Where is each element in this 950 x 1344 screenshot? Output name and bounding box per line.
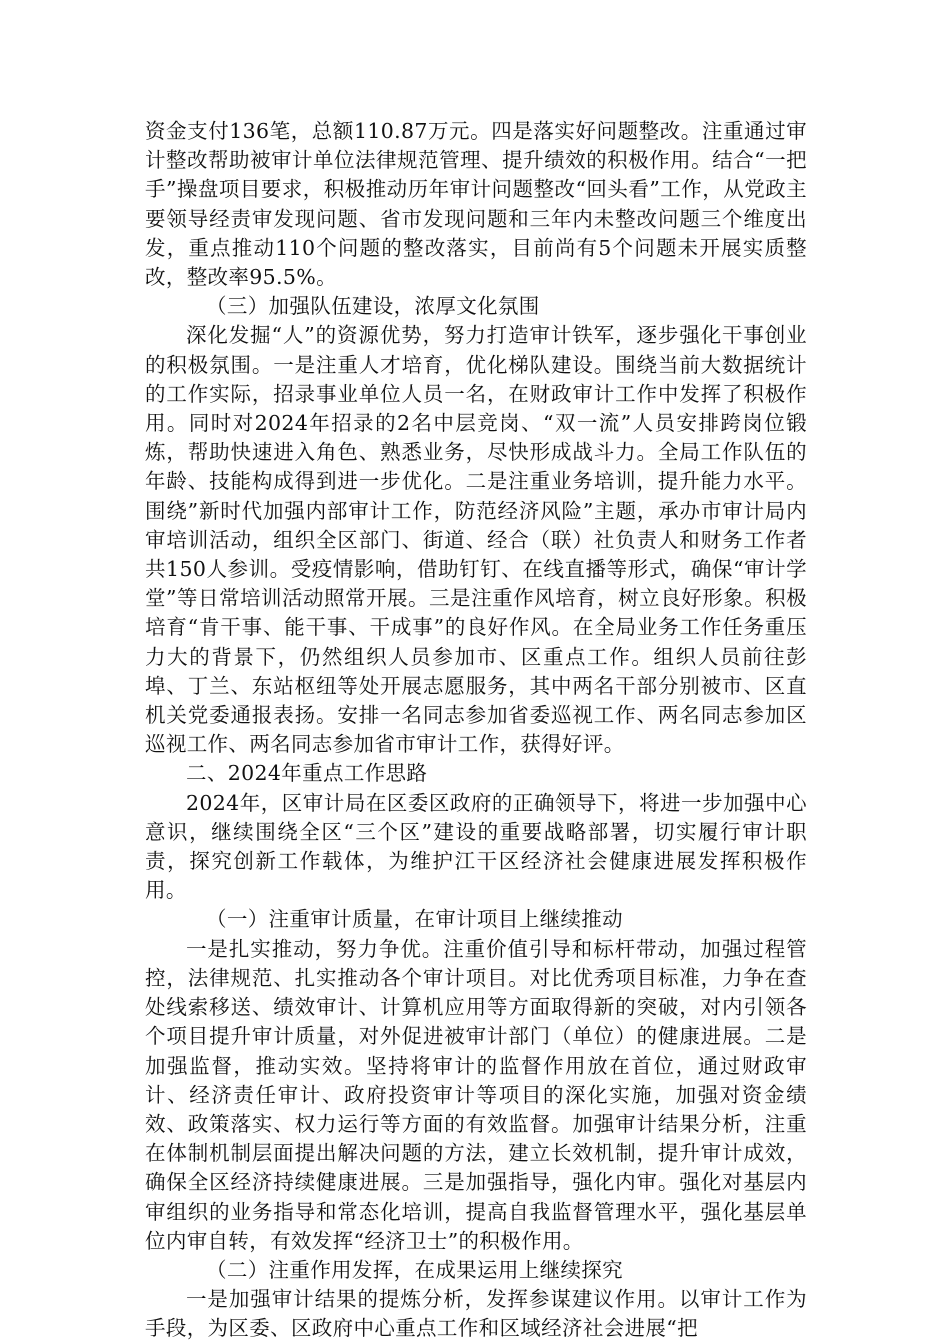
section-heading-2024-plan: 二、2024年重点工作思路 (186, 761, 428, 786)
section-heading-results-use: （二）注重作用发挥，在成果运用上继续探究 (206, 1257, 623, 1282)
section-heading-audit-quality: （一）注重审计质量，在审计项目上继续推动 (206, 907, 623, 932)
paragraph-audit-quality: 一是扎实推动，努力争优。注重价值引导和标杆带动，加强过程管控，法律规范、扎实推动各个审计项目。对比优秀项目标准，力争在查处线索移送、绩效审计、计算机应用等方面取得新的突破，对内引领各个项目提升审计质量，对外促进被审计部门（单位）的健康进展。二是加强监督，推动实效。坚持将审计的监督作用放在首位，通过财政审计、经济责任审计、政府投资审计等项目的深化实施，加强对资金绩效、政策落实、权力运行等方面的有效监督。加强审计结果分析，注重在体制机制层面提出解决问题的方法，建立长效机制，提升审计成效，确保全区经济持续健康进展。三是加强指导，强化内审。强化对基层内审组织的业务指导和常态化培训，提高自我监督管理水平，强化基层单位内审自转，有效发挥“经济卫士”的积极作用。 (145, 936, 807, 1253)
document-body (145, 117, 807, 1344)
section-heading-team-building: （三）加强队伍建设，浓厚文化氛围 (206, 294, 540, 319)
paragraph-results-use: 一是加强审计结果的提炼分析，发挥参谋建议作用。以审计工作为手段，为区委、区政府中心重点工作和区域经济社会进展“把 (145, 1287, 807, 1341)
paragraph-audit-rectification: 资金支付136笔，总额110.87万元。四是落实好问题整改。注重通过审计整改帮助被审计单位法律规范管理、提升绩效的积极作用。结合“一把手”操盘项目要求，积极推动历年审计问题整改“回头看”工作，从党政主要领导经责审发现问题、省市发现问题和三年内未整改问题三个维度出发，重点推动110个问题的整改落实，目前尚有5个问题未开展实质整改，整改率95.5%。 (145, 119, 807, 290)
paragraph-team-building: 深化发掘“人”的资源优势，努力打造审计铁军，逐步强化干事创业的积极氛围。一是注重人才培育，优化梯队建设。围绕当前大数据统计的工作实际，招录事业单位人员一名，在财政审计工作中发挥了积极作用。同时对2024年招录的2名中层竞岗、“双一流”人员安排跨岗位锻炼，帮助快速进入角色、熟悉业务，尽快形成战斗力。全局工作队伍的年龄、技能构成得到进一步优化。二是注重业务培训，提升能力水平。围绕”新时代加强内部审计工作，防范经济风险”主题，承办市审计局内审培训活动，组织全区部门、街道、经合（联）社负责人和财务工作者共150人参训。受疫情影响，借助钉钉、在线直播等形式，确保“审计学堂”等日常培训活动照常开展。三是注重作风培育，树立良好形象。积极培育“肯干事、能干事、干成事”的良好作风。在全局业务工作任务重压力大的背景下，仍然组织人员参加市、区重点工作。组织人员前往彭埠、丁兰、东站枢纽等处开展志愿服务，其中两名干部分别被市、区直机关党委通报表扬。安排一名同志参加省委巡视工作、两名同志参加区巡视工作、两名同志参加省市审计工作，获得好评。 (145, 323, 807, 757)
paragraph-2024-overview: 2024年，区审计局在区委区政府的正确领导下，将进一步加强中心意识，继续围绕全区“三个区”建设的重要战略部署，切实履行审计职责，探究创新工作载体，为维护江干区经济社会健康进展发挥积极作用。 (145, 790, 807, 903)
